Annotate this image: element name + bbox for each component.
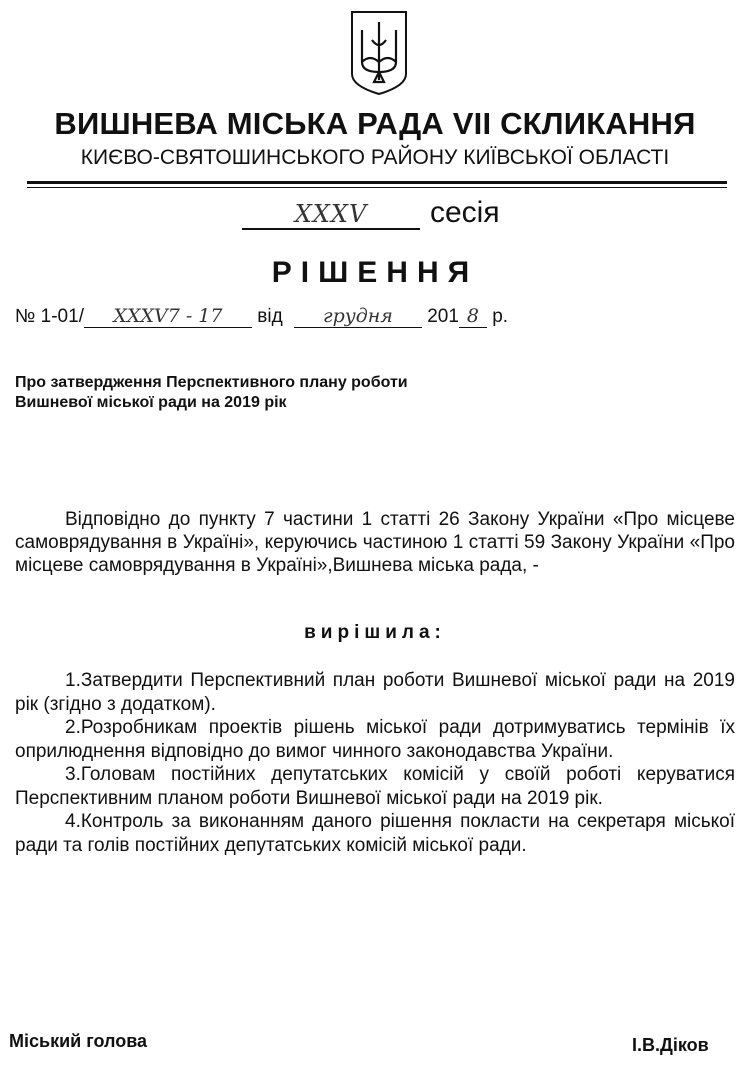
number-prefix: № 1-01/ xyxy=(15,306,84,327)
header-divider-thick xyxy=(27,181,727,184)
council-title: ВИШНЕВА МІСЬКА РАДА VII СКЛИКАННЯ xyxy=(54,106,696,141)
resolved-heading: вирішила: xyxy=(304,622,446,643)
decision-item: 1.Затвердити Перспективний план роботи Вишневої міської ради на 2019 рік (згідно з додатком). xyxy=(15,670,735,715)
preamble-paragraph: Відповідно до пункту 7 частини 1 статті 26 Закону України «Про місцеве самоврядування в Україні», керуючись частиною 1 статті 59 Закону України «Про місцеве самоврядування в Україні»,Вишнева міська рада, - xyxy=(15,509,735,576)
decision-subject xyxy=(15,373,408,413)
subject-line: Про затвердження Перспективного плану роботи xyxy=(15,374,408,391)
decision-items xyxy=(15,669,735,857)
decision-date: грудня xyxy=(294,305,422,328)
session-line xyxy=(242,196,500,230)
year-suffix: р. xyxy=(492,306,509,327)
subject-line: Вишневої міської ради на 2019 рік xyxy=(15,394,287,411)
decision-number-row xyxy=(15,305,508,328)
year-prefix: 201 xyxy=(427,306,459,327)
decision-year: 8 xyxy=(459,305,487,328)
header-divider-thin xyxy=(27,187,727,188)
signatory-name: І.В.Діков xyxy=(632,1035,709,1055)
session-label: сесія xyxy=(430,196,500,229)
decision-number: XXXV7 - 17 xyxy=(84,305,252,328)
session-number: XXXV xyxy=(294,200,368,228)
decision-item: 4.Контроль за виконанням даного рішення покласти на секретаря міської ради та голів постійних депутатських комісій міської ради. xyxy=(15,811,735,856)
trident-emblem-icon xyxy=(350,10,408,96)
session-number-field xyxy=(242,196,420,230)
decision-item: 2.Розробникам проектів рішень міської ради дотримуватись термінів їх оприлюднення відповідно до вимог чинного законодавства України. xyxy=(15,717,735,762)
decision-item: 3.Головам постійних депутатських комісій у своїй роботі керуватися Перспективним планом роботи Вишневої міської ради на 2019 рік. xyxy=(15,764,735,809)
decision-title: РІШЕННЯ xyxy=(271,256,479,289)
signatory-role: Міський голова xyxy=(9,1031,148,1051)
date-prefix: від xyxy=(257,306,283,327)
council-region: КИЄВО-СВЯТОШИНСЬКОГО РАЙОНУ КИЇВСЬКОЇ ОБЛАСТІ xyxy=(80,146,670,169)
